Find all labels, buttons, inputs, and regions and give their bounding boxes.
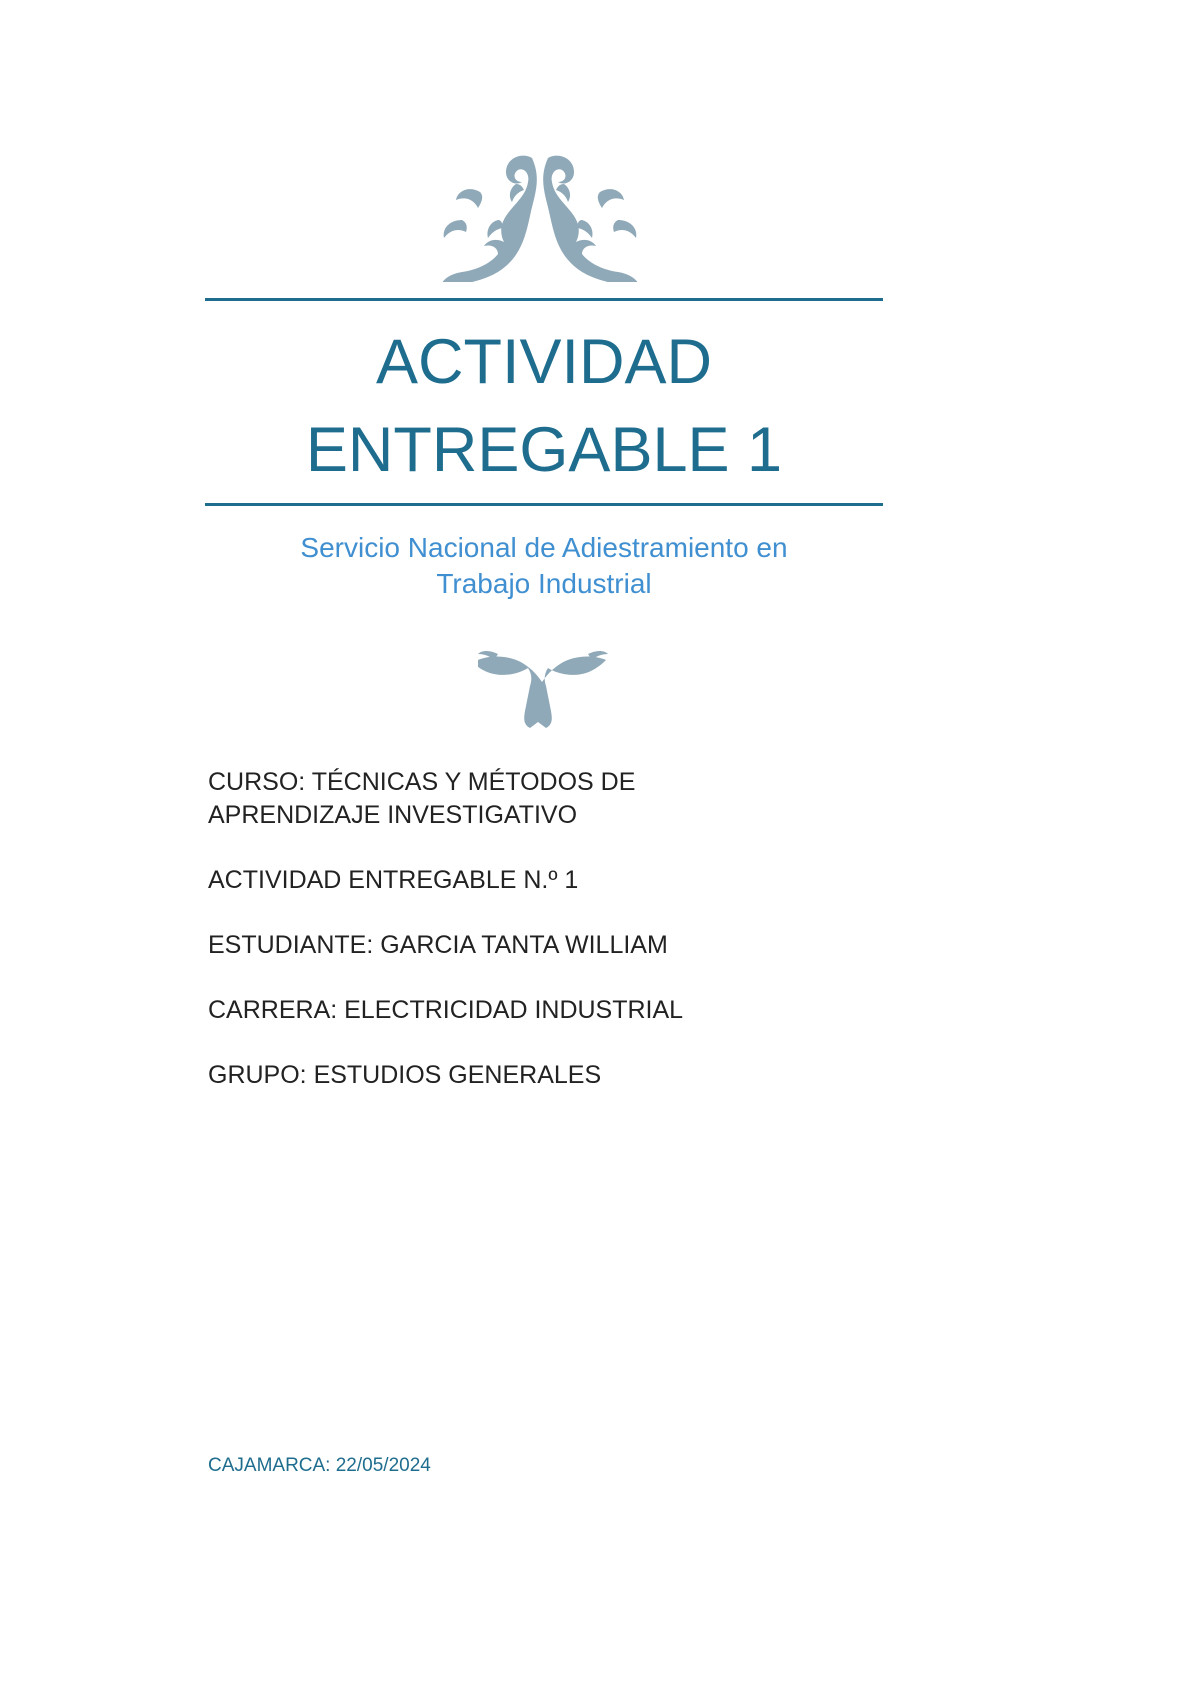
course-line [208,766,908,832]
leaf-flourish-icon [478,650,608,732]
group-line: GRUPO: ESTUDIOS GENERALES [208,1061,602,1089]
title-line-2: ENTREGABLE 1 [305,415,783,485]
career-line: CARRERA: ELECTRICIDAD INDUSTRIAL [208,996,684,1024]
subtitle-line-1: Servicio Nacional de Adiestramiento en [300,532,788,563]
title-line-1: ACTIVIDAD [375,327,713,397]
course-line-1: CURSO: TÉCNICAS Y MÉTODOS DE [208,768,636,796]
activity-line: ACTIVIDAD ENTREGABLE N.º 1 [208,866,579,894]
student-info-block [208,766,908,1124]
title-bottom-rule [205,503,883,506]
student-line: ESTUDIANTE: GARCIA TANTA WILLIAM [208,931,668,959]
subtitle-line-2: Trabajo Industrial [436,568,652,599]
floral-flourish-icon [420,150,660,282]
place-date: CAJAMARCA: 22/05/2024 [208,1455,431,1476]
institution-subtitle [205,530,883,602]
course-line-2: APRENDIZAJE INVESTIGATIVO [208,801,578,829]
page-title [205,318,883,494]
title-top-rule [205,298,883,301]
